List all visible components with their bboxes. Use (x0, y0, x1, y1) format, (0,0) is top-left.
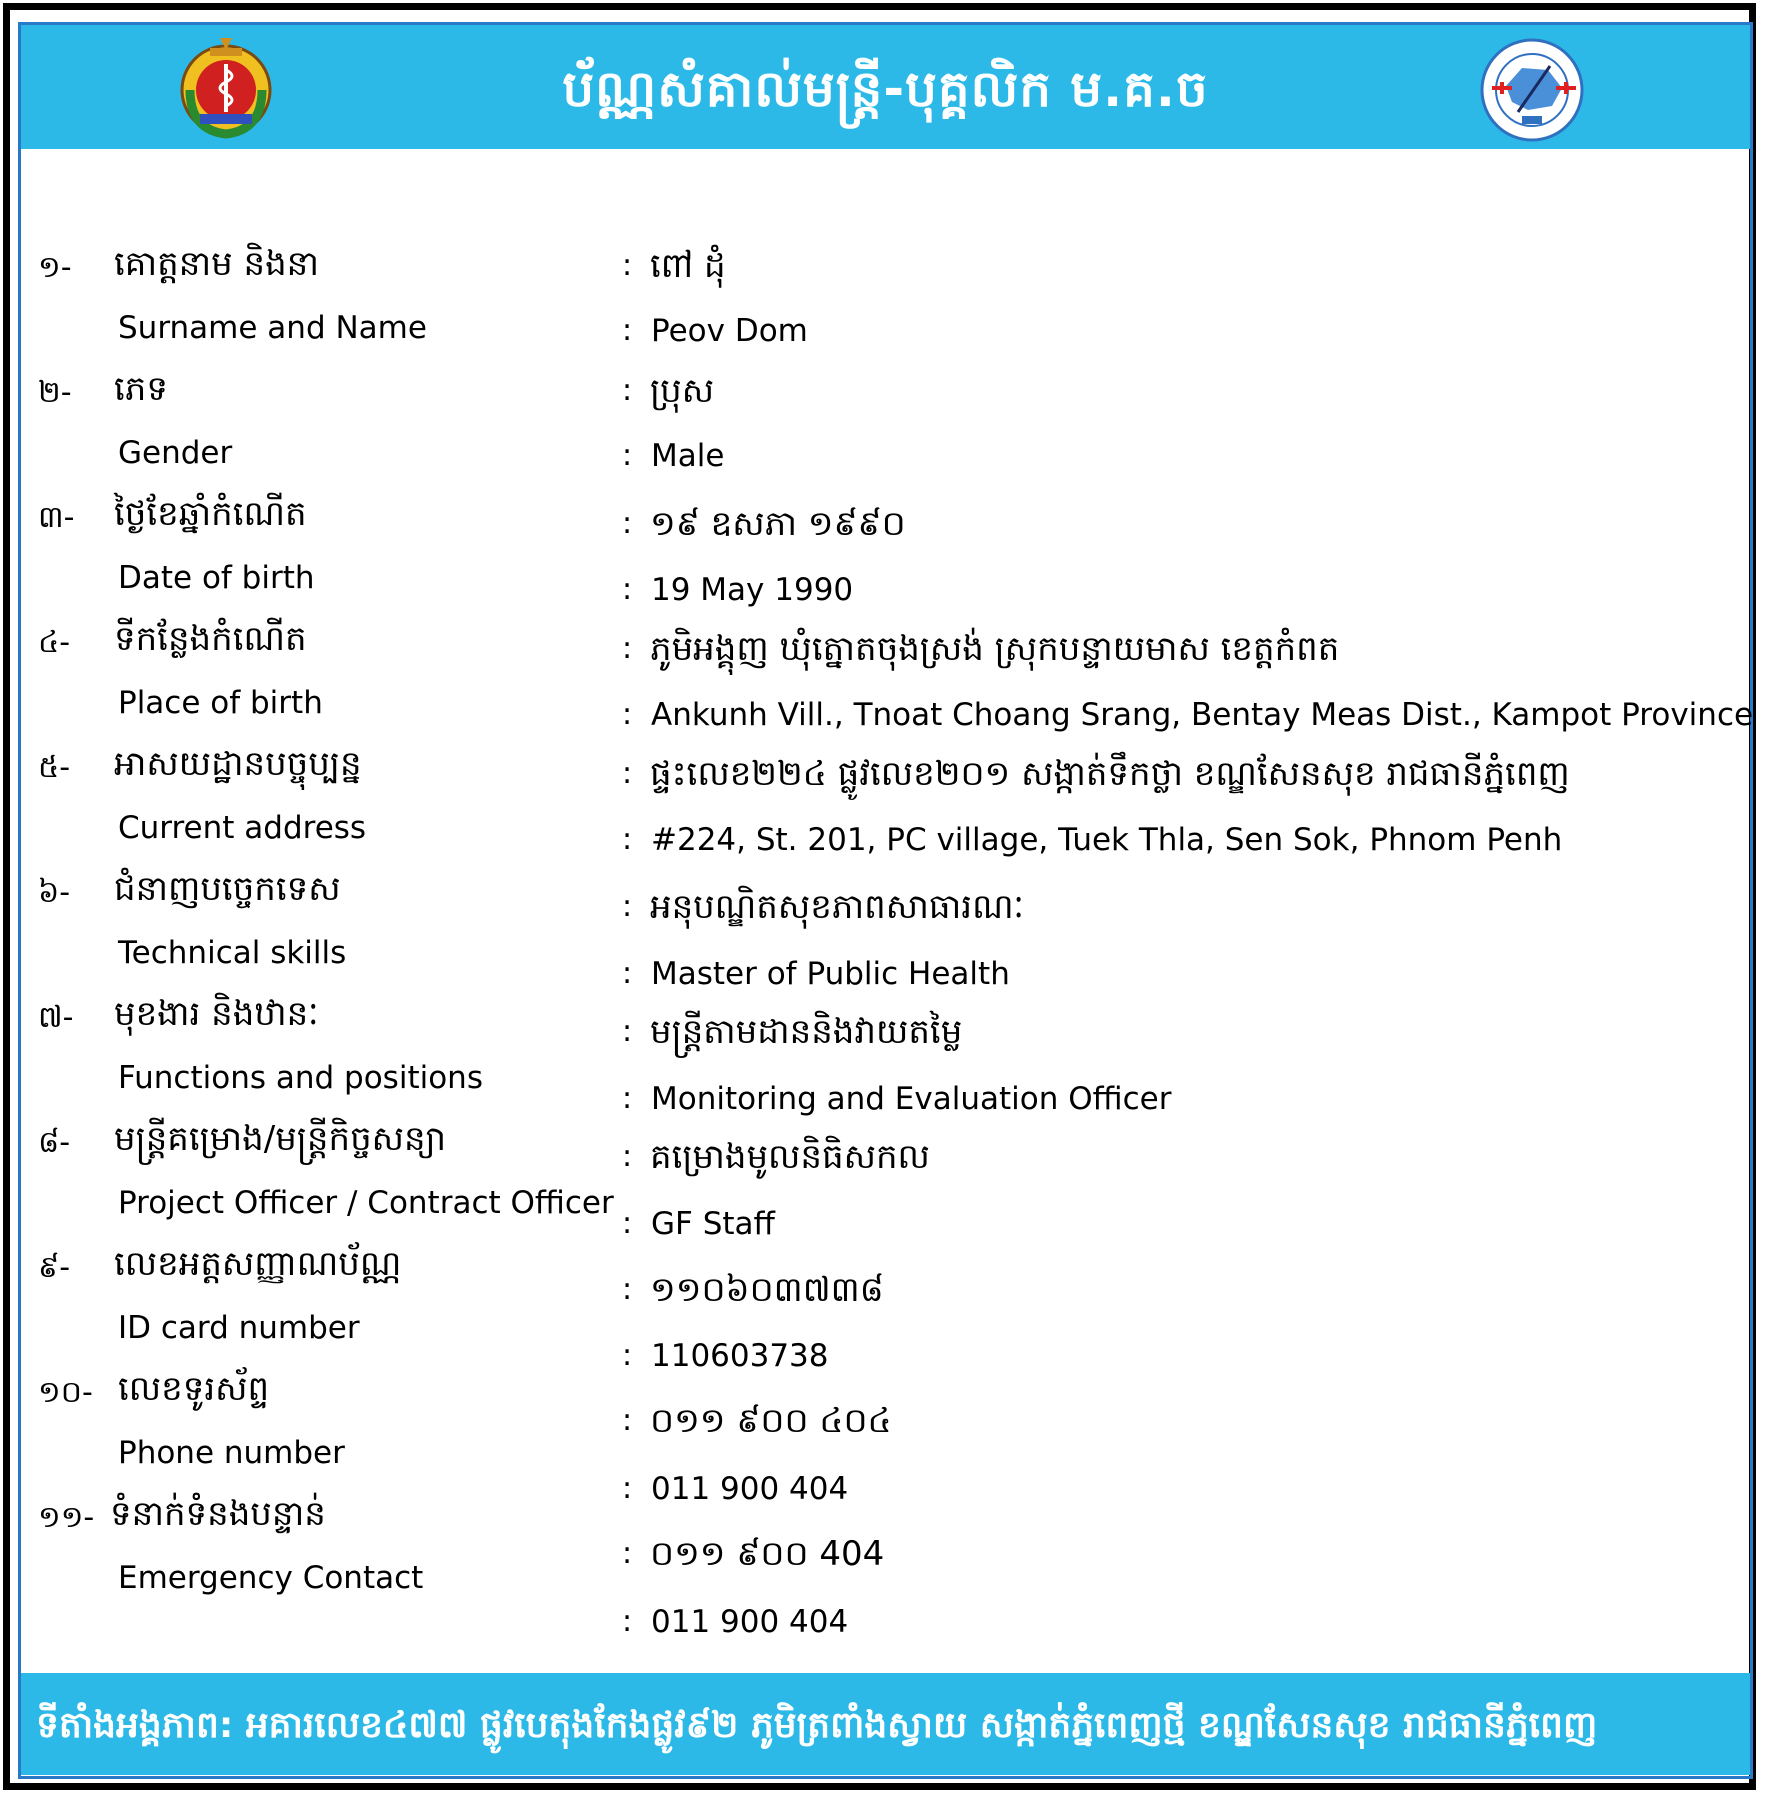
field-value-km: ០១១ ៩០០ 404 (650, 1534, 885, 1574)
field-idcard-km-row (0, 1242, 1771, 1310)
field-value-en: 011 900 404 (651, 1471, 849, 1507)
colon: : (622, 248, 633, 283)
field-value-km: គម្រោងមូលនិធិសកល (650, 1137, 930, 1177)
field-label-km: គោត្តនាម និងនា (114, 244, 320, 284)
field-value-km: មន្ត្រីតាមដាននិងវាយតម្លៃ (650, 1012, 963, 1052)
field-number: ៧- (38, 1000, 74, 1035)
field-label-km: មុខងារ និងឋានៈ (114, 994, 319, 1034)
field-number: ៦- (38, 875, 71, 910)
field-idcard-en-row (0, 1310, 1771, 1374)
field-phone-km-row (0, 1367, 1771, 1441)
field-value-en: Male (651, 438, 725, 474)
field-label-en: Phone number (118, 1435, 345, 1471)
colon: : (622, 756, 633, 791)
field-value-en: Master of Public Health (651, 956, 1010, 992)
field-dob-en-row (0, 560, 1771, 620)
field-position-en-row (0, 1060, 1771, 1120)
colon: : (622, 1536, 633, 1571)
field-emergency-en-row (0, 1560, 1771, 1640)
colon: : (622, 1403, 633, 1438)
field-value-en: Peov Dom (651, 313, 808, 349)
field-address-km-row (0, 742, 1771, 802)
colon: : (622, 1338, 633, 1373)
colon: : (622, 438, 633, 473)
field-value-en: 011 900 404 (651, 1604, 849, 1640)
colon: : (622, 572, 633, 607)
field-label-km: ជំនាញបច្ចេកទេស (114, 869, 341, 909)
field-skills-km-row (0, 867, 1771, 927)
field-number: ៨- (38, 1125, 71, 1160)
field-value-km: អនុបណ្ឌិតសុខភាពសាធារណៈ (650, 887, 1024, 927)
colon: : (622, 956, 633, 991)
field-label-en: Project Officer / Contract Officer (118, 1185, 614, 1221)
field-officer-km-row (0, 1117, 1771, 1177)
colon: : (622, 697, 633, 732)
field-label-en: Current address (118, 810, 367, 846)
field-value-en: #224, St. 201, PC village, Tuek Thla, Sen Sok, Phnom Penh (651, 822, 1563, 858)
field-label-km: ទំនាក់ទំនងបន្ទាន់ (110, 1494, 326, 1534)
field-value-km: ០១១ ៩០០ ៤០៤ (650, 1401, 892, 1441)
field-value-km: ផ្ទះលេខ២២៤ ផ្លូវលេខ២០១ សង្កាត់ទឹកថ្លា ខណ្ឌសែនសុខ រាជធានីភ្នំពេញ (650, 754, 1570, 794)
field-number: ១- (38, 250, 72, 285)
field-label-km: មន្ត្រីគម្រោង/មន្ត្រីកិច្ចសន្យា (114, 1119, 447, 1159)
field-label-en: Date of birth (118, 560, 315, 596)
field-value-km: ប្រុស (650, 371, 715, 411)
field-emergency-km-row (0, 1492, 1771, 1574)
colon: : (622, 1139, 633, 1174)
field-label-km: អាសយដ្ឋានបច្ចុប្បន្ន (114, 744, 362, 784)
field-name-km-row (0, 242, 1771, 302)
field-number: ៩- (38, 1250, 71, 1285)
field-label-en: Gender (118, 435, 233, 471)
colon: : (622, 1272, 633, 1307)
field-birthplace-km-row (0, 617, 1771, 677)
field-label-en: ID card number (118, 1310, 360, 1346)
field-name-en-row (0, 310, 1771, 370)
colon: : (622, 373, 633, 408)
field-value-en: GF Staff (651, 1206, 775, 1242)
colon: : (622, 506, 633, 541)
field-birthplace-en-row (0, 685, 1771, 745)
field-phone-en-row (0, 1435, 1771, 1507)
colon: : (622, 313, 633, 348)
field-gender-km-row (0, 367, 1771, 427)
office-location-footer: ទីតាំងអង្គភាព: អគារលេខ៤៧៧ ផ្លូវបេតុងកែងផ្លូវ៩២ ភូមិត្រពាំងស្វាយ សង្កាត់ភ្នំពេញថ្មី ខណ្ឌសែនសុខ រាជធានីភ្នំពេញ (36, 1705, 1598, 1746)
colon: : (622, 1081, 633, 1116)
field-address-en-row (0, 810, 1771, 870)
card-title: ប័ណ្ណសំគាល់មន្ត្រី-បុគ្គលិក ម.គ.ច (562, 60, 1209, 118)
colon: : (622, 1604, 633, 1639)
field-label-km: ទីកន្លែងកំណើត (114, 619, 307, 659)
field-number: ២- (38, 375, 72, 410)
field-label-en: Technical skills (118, 935, 347, 971)
field-label-en: Place of birth (118, 685, 323, 721)
colon: : (622, 1014, 633, 1049)
colon: : (622, 631, 633, 666)
field-label-km: លេខទូរស័ព្ទ (118, 1369, 270, 1409)
field-label-en: Functions and positions (118, 1060, 483, 1096)
field-officer-en-row (0, 1185, 1771, 1245)
field-number: ៥- (38, 750, 71, 785)
field-value-km: ពៅ ដុំ (650, 246, 726, 286)
field-label-en: Emergency Contact (118, 1560, 424, 1596)
colon: : (622, 822, 633, 857)
field-label-km: លេខអត្តសញ្ញាណប័ណ្ណ (114, 1244, 402, 1284)
field-number: ១១- (38, 1500, 95, 1535)
field-value-km: ១៩ ឧសភា ១៩៩០ (650, 504, 906, 544)
colon: : (622, 889, 633, 924)
field-skills-en-row (0, 935, 1771, 995)
field-label-km: ភេទ (114, 369, 168, 409)
field-number: ១០- (38, 1375, 93, 1410)
field-value-km: ភូមិអង្គុញ ឃុំត្នោតចុងស្រង់ ស្រុកបន្ទាយមាស ខេត្តកំពត (650, 629, 1340, 669)
field-position-km-row (0, 992, 1771, 1052)
field-label-en: Surname and Name (118, 310, 427, 346)
field-label-km: ថ្ងៃខែឆ្នាំកំណើត (114, 494, 307, 534)
field-value-en: Ankunh Vill., Tnoat Choang Srang, Bentay Meas Dist., Kampot Province (651, 697, 1754, 733)
field-number: ៤- (38, 625, 71, 660)
colon: : (622, 1206, 633, 1241)
field-value-en: Monitoring and Evaluation Officer (651, 1081, 1172, 1117)
field-value-en: 110603738 (651, 1338, 829, 1374)
field-value-km: ១១០៦០៣៧៣៨ (650, 1270, 884, 1310)
colon: : (622, 1471, 633, 1506)
field-gender-en-row (0, 435, 1771, 495)
field-value-en: 19 May 1990 (651, 572, 854, 608)
field-dob-km-row (0, 492, 1771, 552)
field-number: ៣- (38, 500, 75, 535)
